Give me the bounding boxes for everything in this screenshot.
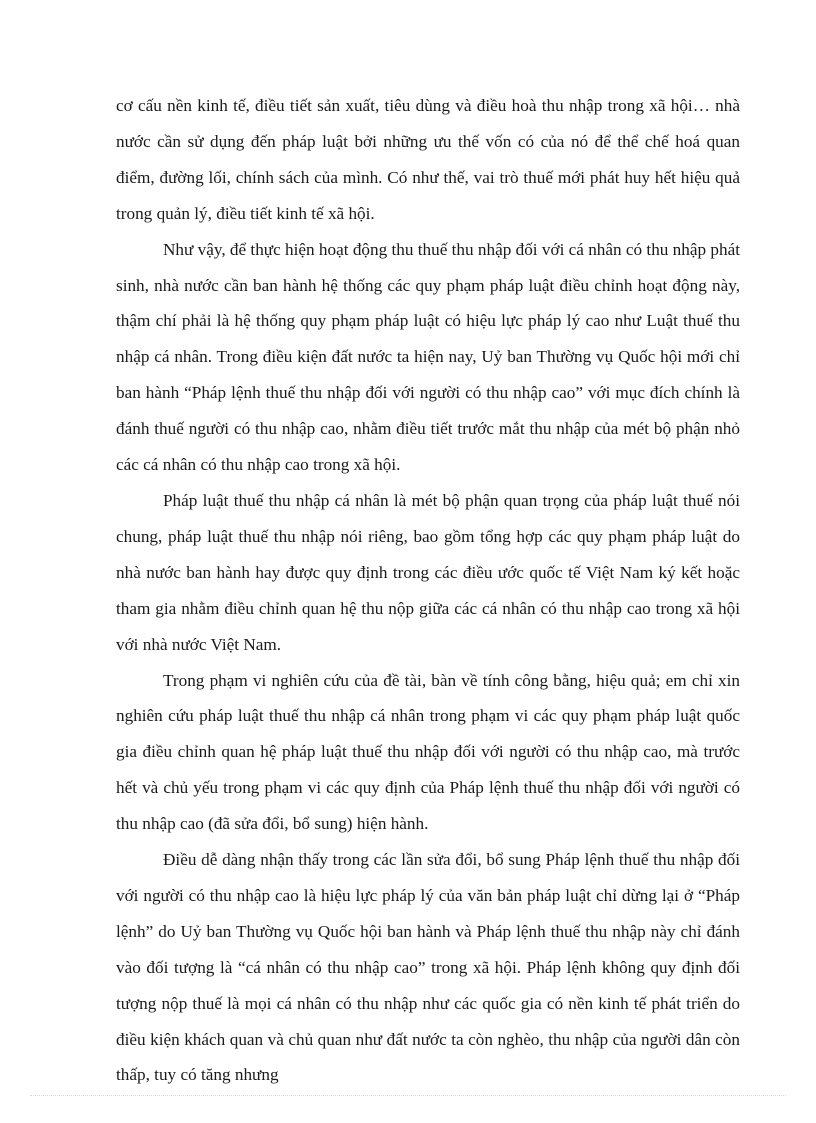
paragraph-research-scope: Trong phạm vi nghiên cứu của đề tài, bàn về tính công bằng, hiệu quả; em chỉ xin nghiên cứu pháp luật thuế thu nhập cá nhân trong phạm vi các quy phạm pháp luật quốc gia điều chỉnh quan hệ pháp luật thuế thu nhập đối với người có thu nhập cao, mà trước hết và chủ yếu trong phạm vi các quy định của Pháp lệnh thuế thu nhập đối với người có thu nhập cao (đã sửa đổi, bổ sung) hiện hành. [116, 670, 740, 834]
page-bottom-divider [30, 1095, 786, 1096]
paragraph-ordinance-analysis: Điều dễ dàng nhận thấy trong các lần sửa đổi, bổ sung Pháp lệnh thuế thu nhập đối với người có thu nhập cao là hiệu lực pháp lý của văn bản pháp luật chỉ dừng lại ở “Pháp lệnh” do Uỷ ban Thường vụ Quốc hội ban hành và Pháp lệnh thuế thu nhập này chỉ đánh vào đối tượng là “cá nhân có thu nhập cao” trong xã hội. Pháp lệnh không quy định đối tượng nộp thuế là mọi cá nhân có thu nhập như các quốc gia có nền kinh tế phát triển do điều kiện khách quan và chủ quan như đất nước ta còn nghèo, thu nhập của người dân còn thấp, tuy có tăng nhưng [116, 850, 740, 1085]
paragraph-income-tax-regulation: Như vậy, để thực hiện hoạt động thu thuế thu nhập đối với cá nhân có thu nhập phát sinh, nhà nước cần ban hành hệ thống các quy phạm pháp luật điều chỉnh hoạt động này, thậm chí phải là hệ thống quy phạm pháp luật có hiệu lực pháp lý cao như Luật thuế thu nhập cá nhân. Trong điều kiện đất nước ta hiện nay, Uỷ ban Thường vụ Quốc hội mới chỉ ban hành “Pháp lệnh thuế thu nhập đối với người có thu nhập cao” với mục đích chính là đánh thuế người có thu nhập cao, nhằm điều tiết trước mắt thu nhập của mét bộ phận nhỏ các cá nhân có thu nhập cao trong xã hội. [116, 239, 740, 475]
paragraph-continuation: cơ cấu nền kinh tế, điều tiết sản xuất, tiêu dùng và điều hoà thu nhập trong xã hội… nhà nước cần sử dụng đến pháp luật bởi những ưu thế vốn có của nó để thể chế hoá quan điểm, đường lối, chính sách của mình. Có như thế, vai trò thuế mới phát huy hết hiệu quả trong quản lý, điều tiết kinh tế xã hội. [116, 96, 740, 223]
document-body [116, 88, 740, 1093]
paragraph-personal-income-tax-law: Pháp luật thuế thu nhập cá nhân là mét bộ phận quan trọng của pháp luật thuế nói chung, pháp luật thuế thu nhập nói riêng, bao gồm tổng hợp các quy phạm pháp luật do nhà nước ban hành hay được quy định trong các điều ước quốc tế Việt Nam ký kết hoặc tham gia nhằm điều chỉnh quan hệ thu nộp giữa các cá nhân có thu nhập cao trong xã hội với nhà nước Việt Nam. [116, 490, 740, 654]
